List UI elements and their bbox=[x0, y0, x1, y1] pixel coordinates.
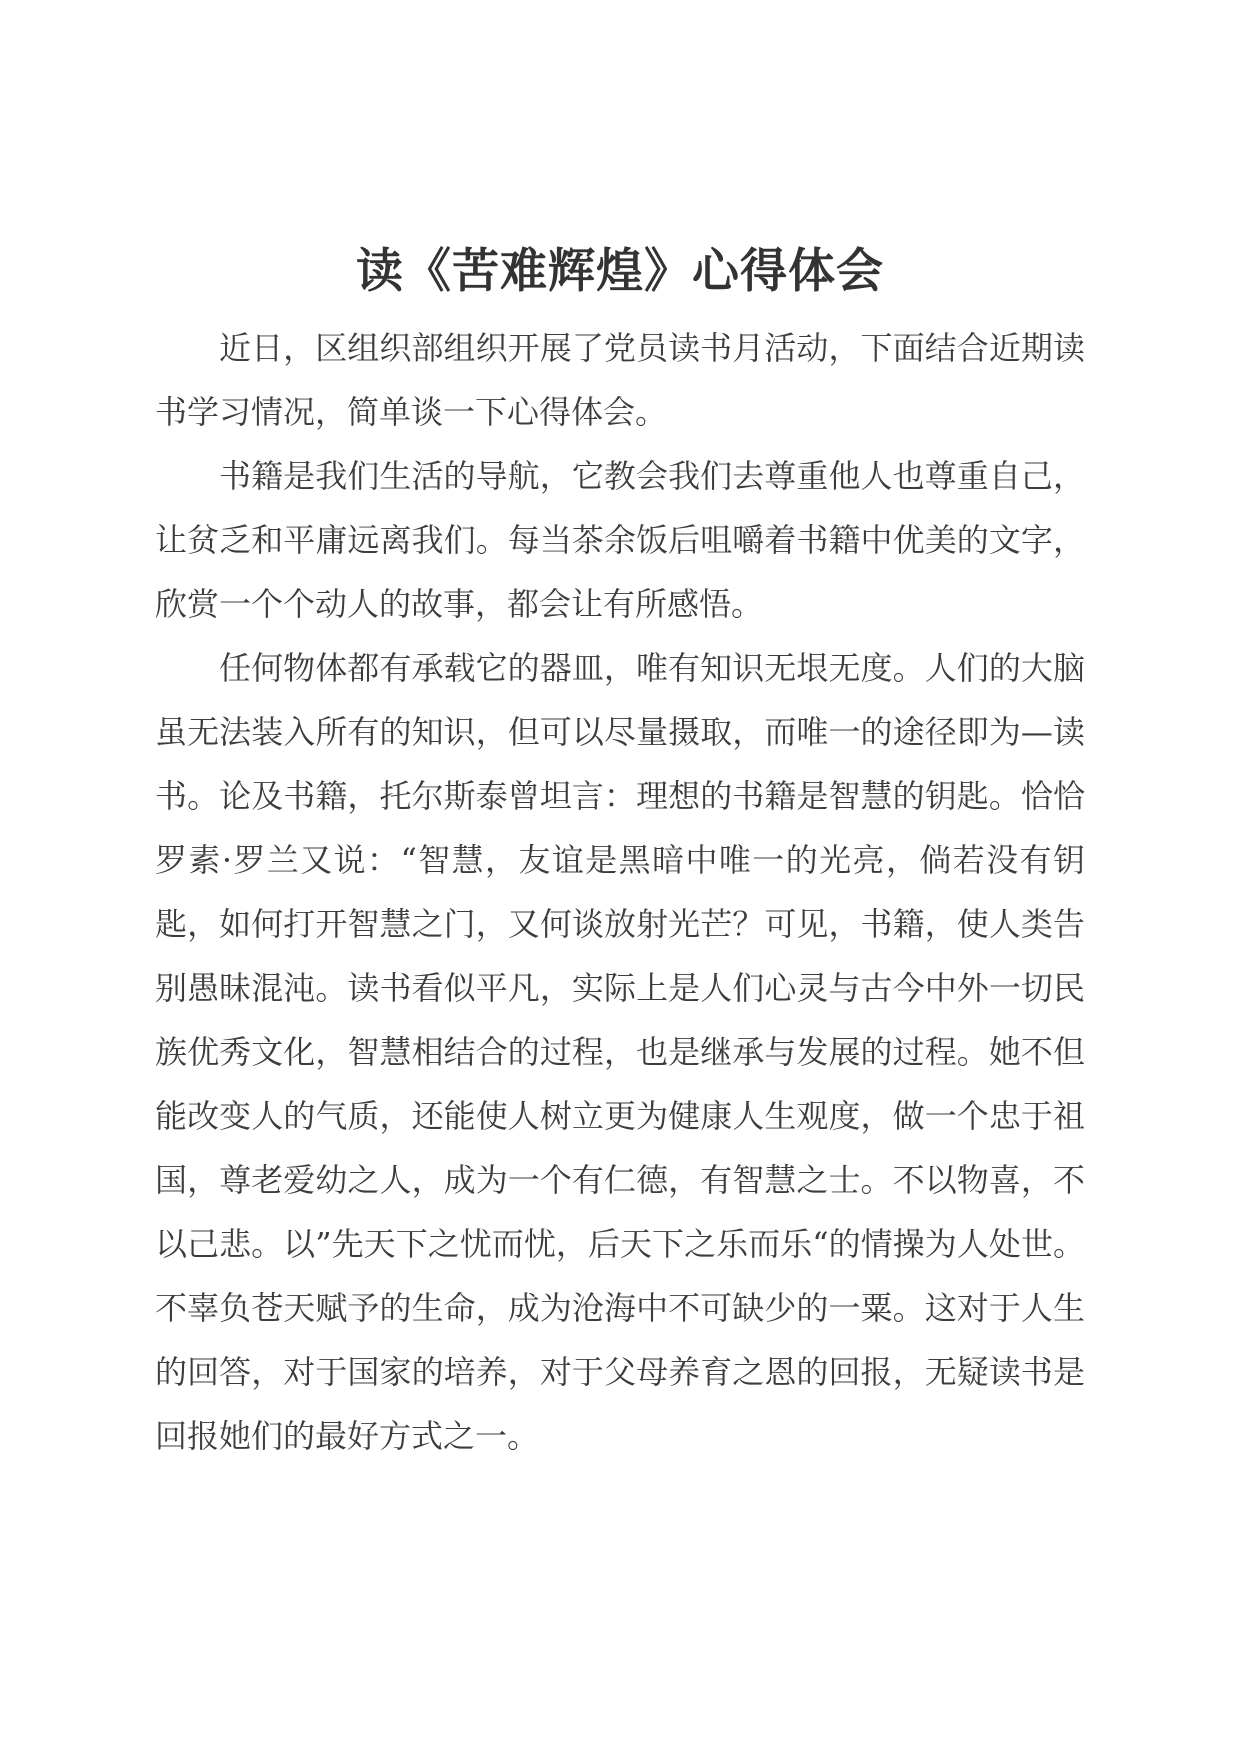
paragraph-intro: 近日，区组织部组织开展了党员读书月活动，下面结合近期读书学习情况，简单谈一下心得体会。 bbox=[155, 329, 1085, 431]
document-title: 读《苦难辉煌》心得体会 bbox=[356, 244, 884, 300]
document-body bbox=[155, 316, 1085, 1468]
paragraph-books-guide: 书籍是我们生活的导航，它教会我们去尊重他人也尊重自己，让贫乏和平庸远离我们。每当茶余饭后咀嚼着书籍中优美的文字，欣赏一个个动人的故事，都会让有所感悟。 bbox=[155, 457, 1085, 623]
paragraph-knowledge: 任何物体都有承载它的器皿，唯有知识无垠无度。人们的大脑虽无法装入所有的知识，但可以尽量摄取，而唯一的途径即为—读书。论及书籍，托尔斯泰曾坦言：理想的书籍是智慧的钥匙。恰恰罗素·罗兰又说：“智慧，友谊是黑暗中唯一的光亮，倘若没有钥匙，如何打开智慧之门，又何谈放射光芒？可见，书籍，使人类告别愚昧混沌。读书看似平凡，实际上是人们心灵与古今中外一切民族优秀文化，智慧相结合的过程，也是继承与发展的过程。她不但能改变人的气质，还能使人树立更为健康人生观度，做一个忠于祖国，尊老爱幼之人，成为一个有仁德，有智慧之士。不以物喜，不以己悲。以”先天下之忧而忧，后天下之乐而乐“的情操为人处世。不辜负苍天赋予的生命，成为沧海中不可缺少的一粟。这对于人生的回答，对于国家的培养，对于父母养育之恩的回报，无疑读书是回报她们的最好方式之一。 bbox=[155, 649, 1085, 1455]
